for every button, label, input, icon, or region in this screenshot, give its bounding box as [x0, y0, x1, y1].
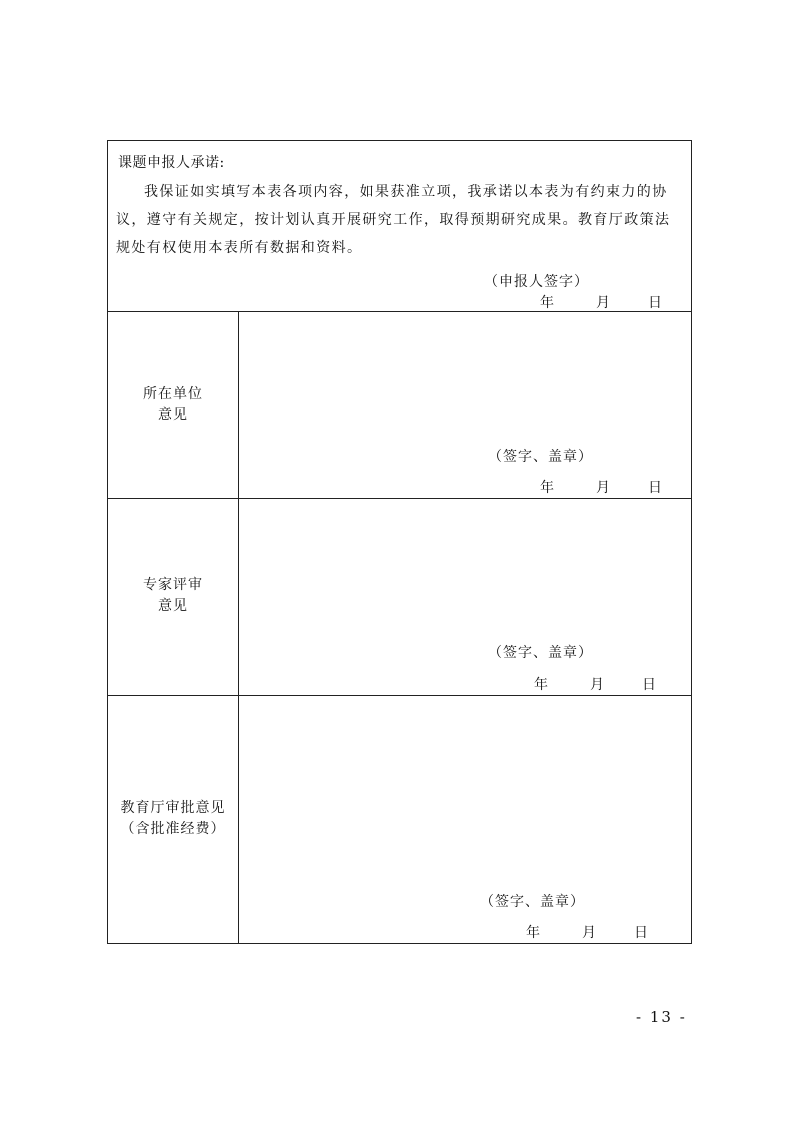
expert-signature-stamp-label: （签字、盖章）: [488, 645, 593, 661]
unit-signature-stamp-label: （签字、盖章）: [488, 449, 593, 465]
date-month-label: 月: [590, 677, 604, 693]
education-dept-signature-stamp-label: （签字、盖章）: [480, 894, 585, 910]
applicant-pledge-section: [108, 141, 691, 312]
date-day-label: 日: [634, 925, 648, 941]
date-year-label: 年: [540, 480, 554, 496]
expert-review-label-cell: [108, 499, 239, 695]
unit-opinion-label-line2: 意见: [158, 407, 188, 423]
date-day-label: 日: [642, 677, 656, 693]
pledge-title: 课题申报人承诺:: [118, 155, 225, 171]
date-year-label: 年: [526, 925, 540, 941]
date-year-label: 年: [540, 295, 554, 311]
unit-opinion-label-line1: 所在单位: [143, 386, 203, 402]
expert-review-label-line1: 专家评审: [143, 577, 203, 593]
date-day-label: 日: [648, 480, 662, 496]
education-dept-label-cell: [108, 696, 239, 943]
date-day-label: 日: [648, 295, 662, 311]
date-month-label: 月: [596, 480, 610, 496]
date-month-label: 月: [582, 925, 596, 941]
expert-review-label-line2: 意见: [158, 598, 188, 614]
date-month-label: 月: [596, 295, 610, 311]
date-year-label: 年: [534, 677, 548, 693]
applicant-signature-label: （申报人签字）: [484, 274, 589, 290]
unit-opinion-section: [108, 312, 691, 499]
expert-review-section: [108, 499, 691, 696]
education-dept-label-line1: 教育厅审批意见: [120, 800, 226, 816]
page-number: - 13 -: [636, 1008, 687, 1026]
unit-opinion-label-cell: [108, 312, 239, 498]
education-dept-approval-section: [108, 696, 691, 943]
pledge-body-text: 我保证如实填写本表各项内容，如果获准立项，我承诺以本表为有约束力的协议，遵守有关规定，按计划认真开展研究工作，取得预期研究成果。教育厅政策法规处有权使用本表所有数据和资料。: [116, 184, 671, 256]
approval-form-table: [107, 140, 692, 944]
education-dept-label-line2: （含批准经费）: [120, 821, 226, 837]
